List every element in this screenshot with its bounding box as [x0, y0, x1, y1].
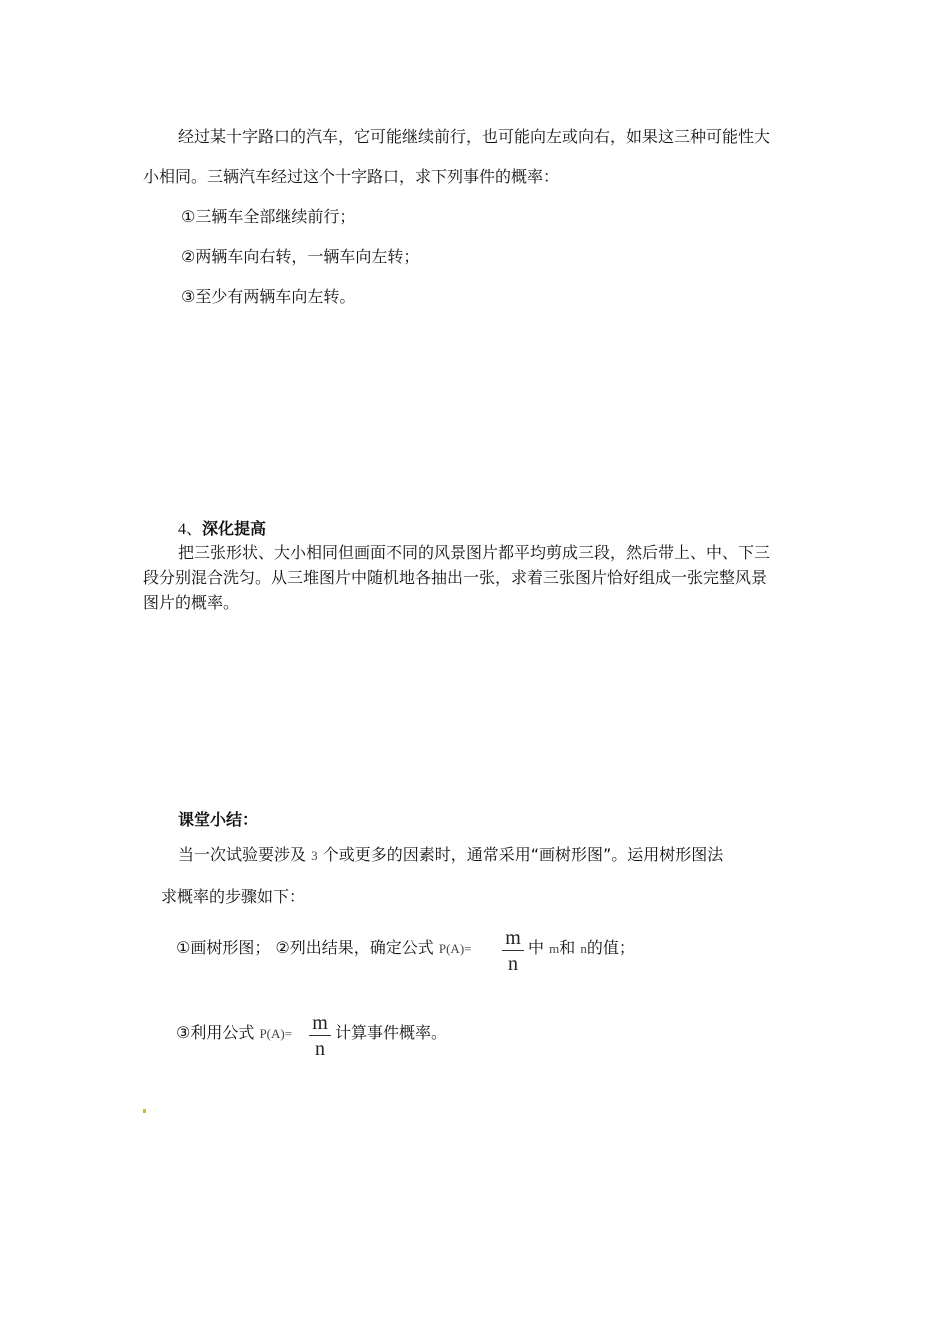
- steps-1-2: [176, 938, 471, 959]
- step-text: ③利用公式: [176, 1023, 255, 1042]
- section-text-line-1: 把三张形状、大小相同但画面不同的风景图片都平均剪成三段，然后带上、中、下三: [178, 543, 771, 562]
- fraction-numerator: m: [312, 1012, 328, 1034]
- step-text: 中: [528, 938, 545, 957]
- formula-lhs: P(A)=: [438, 941, 472, 956]
- fraction-bar: [502, 950, 524, 951]
- step-text: 和: [559, 938, 576, 957]
- section-title: 深化提高: [202, 519, 267, 538]
- fraction-bar: [309, 1035, 331, 1036]
- summary-text: 个或更多的因素时，通常采用“画树形图”。运用树形图法: [322, 845, 724, 864]
- formula-lhs: P(A)=: [259, 1026, 293, 1041]
- problem-item-2: ②两辆车向右转，一辆车向左转；: [181, 247, 420, 266]
- steps-1-2-tail: [528, 938, 635, 959]
- fraction-m-over-n: [309, 1013, 331, 1060]
- marker-dot: [143, 1109, 146, 1113]
- summary-line-1: [178, 845, 723, 866]
- problem-intro-line-2: 小相同。三辆汽车经过这个十字路口，求下列事件的概率：: [143, 167, 560, 186]
- problem-intro-line-1: 经过某十字路口的汽车，它可能继续前行，也可能向左或向右，如果这三种可能性大: [178, 127, 771, 146]
- section-heading: [178, 519, 266, 540]
- fraction-denominator: n: [315, 1038, 325, 1060]
- summary-title: 课堂小结：: [178, 810, 259, 829]
- fraction-m-over-n: [502, 928, 524, 975]
- section-number: 4、: [178, 521, 203, 538]
- problem-item-3: ③至少有两辆车向左转。: [181, 287, 356, 306]
- step-text: 的值；: [586, 938, 635, 957]
- step-3-tail: 计算事件概率。: [335, 1023, 448, 1042]
- fraction-denominator: n: [508, 953, 518, 975]
- problem-item-1: ①三辆车全部继续前行；: [181, 207, 356, 226]
- variable-m: m: [549, 941, 560, 956]
- section-text-line-2: 段分别混合洗匀。从三堆图片中随机地各抽出一张，求着三张图片恰好组成一张完整风景: [143, 568, 768, 587]
- factor-count: 3: [311, 848, 318, 863]
- section-text-line-3: 图片的概率。: [143, 593, 240, 612]
- variable-n: n: [580, 941, 587, 956]
- fraction-numerator: m: [505, 927, 521, 949]
- step-3: [176, 1023, 292, 1044]
- summary-line-2: 求概率的步骤如下：: [161, 887, 306, 906]
- step-text: ①画树形图； ②列出结果，确定公式: [176, 938, 434, 957]
- summary-text: 当一次试验要涉及: [178, 845, 307, 864]
